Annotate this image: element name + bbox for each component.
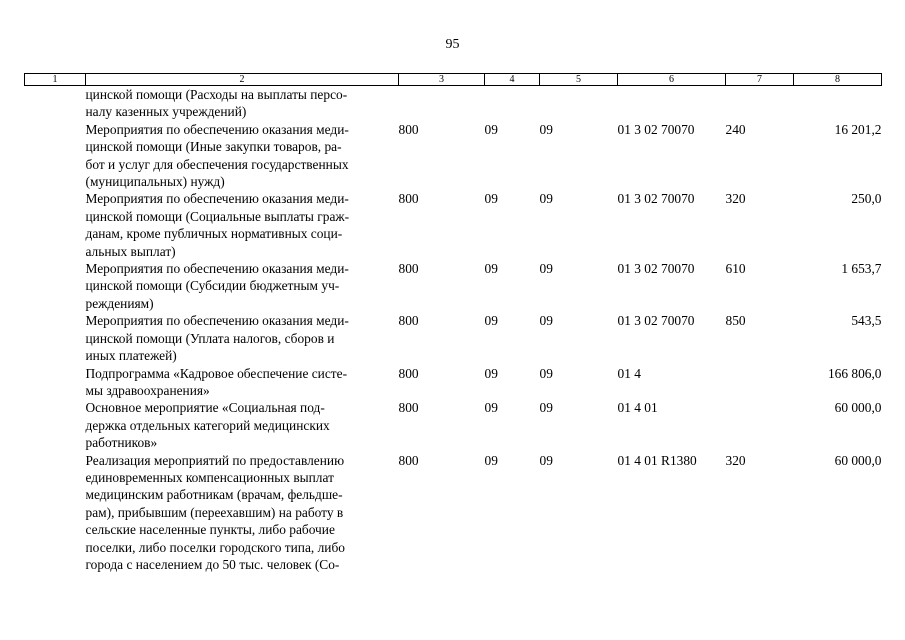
item-name-cell: Мероприятия по обеспечению оказания меди- цинской помощи (Уплата налогов, сборов и иных платежей) (85, 313, 349, 364)
c6-cell: 01 4 01 R1380 (617, 452, 697, 468)
row-number-cell (25, 452, 86, 574)
column-header: 7 (726, 74, 794, 86)
c5-cell: 09 (539, 121, 553, 137)
c3-cell: 800 (398, 313, 419, 329)
budget-table (24, 73, 882, 573)
table-header (25, 74, 882, 86)
c8-cell: 166 806,0 (827, 365, 882, 381)
table-body (25, 86, 882, 574)
column-header: 4 (485, 74, 540, 86)
column-header: 5 (540, 74, 618, 86)
c6-cell: 01 3 02 70070 (617, 121, 695, 137)
row-number-cell (25, 260, 86, 312)
c8-cell: 1 653,7 (841, 261, 882, 277)
c4-cell: 09 (484, 313, 498, 329)
c4-cell: 09 (484, 121, 498, 137)
item-name-cell: Мероприятия по обеспечению оказания меди- цинской помощи (Субсидии бюджетным уч- реждениям) (85, 261, 349, 311)
c4-cell: 09 (484, 365, 498, 381)
row-number-cell (25, 399, 86, 451)
c8-cell: 543,5 (851, 313, 882, 329)
column-header: 1 (25, 74, 86, 86)
c6-cell: 01 3 02 70070 (617, 313, 695, 329)
c4-cell: 09 (484, 191, 498, 207)
c3-cell: 800 (398, 452, 419, 468)
table-row (25, 190, 882, 260)
page-number: 95 (445, 37, 460, 52)
c3-cell (399, 86, 485, 121)
c5-cell: 09 (539, 313, 553, 329)
column-header: 8 (794, 74, 882, 86)
c6-cell (618, 86, 726, 121)
row-number-cell (25, 121, 86, 191)
table-row (25, 365, 882, 400)
table-row (25, 260, 882, 312)
column-header: 6 (618, 74, 726, 86)
c8-cell: 60 000,0 (834, 400, 882, 416)
c8-cell: 60 000,0 (834, 452, 882, 468)
c8-cell: 250,0 (851, 191, 882, 207)
table-row (25, 121, 882, 191)
c7-cell: 850 (725, 313, 746, 329)
c3-cell: 800 (398, 261, 419, 277)
column-header: 3 (399, 74, 485, 86)
c7-cell: 240 (725, 121, 746, 137)
c5-cell: 09 (539, 191, 553, 207)
c8-cell (794, 86, 882, 121)
row-number-cell (25, 190, 86, 260)
c4-cell (485, 86, 540, 121)
c7-cell: 320 (725, 191, 746, 207)
column-header: 2 (86, 74, 399, 86)
c5-cell (540, 86, 618, 121)
item-name-cell: цинской помощи (Расходы на выплаты персо- налу казенных учреждений) (85, 87, 348, 120)
row-number-cell (25, 312, 86, 364)
c6-cell: 01 4 01 (617, 400, 658, 416)
item-name-cell: Мероприятия по обеспечению оказания меди- цинской помощи (Социальные выплаты граж- данам, кроме публичных нормативных соци- альных выплат) (85, 191, 350, 259)
item-name-cell: Реализация мероприятий по предоставлению единовременных компенсационных выплат медицинским работникам (врачам, фельдше- рам), прибывшим (переехавшим) на работу в сельские населенные пункты, либо рабочие поселки, либо поселки городского типа, либо города с населением до 50 тыс. человек (Со- (85, 452, 345, 572)
c4-cell: 09 (484, 452, 498, 468)
table-row (25, 86, 882, 121)
row-number-cell (25, 365, 86, 400)
c4-cell: 09 (484, 261, 498, 277)
c7-cell: 610 (725, 261, 746, 277)
c6-cell: 01 3 02 70070 (617, 191, 695, 207)
c5-cell: 09 (539, 452, 553, 468)
c4-cell: 09 (484, 400, 498, 416)
c7-cell (726, 365, 794, 400)
c3-cell: 800 (398, 400, 419, 416)
c3-cell: 800 (398, 121, 419, 137)
table-row (25, 399, 882, 451)
item-name-cell: Подпрограмма «Кадровое обеспечение систе- мы здравоохранения» (85, 365, 348, 398)
c3-cell: 800 (398, 191, 419, 207)
table-row (25, 452, 882, 574)
c7-cell (726, 86, 794, 121)
c6-cell: 01 4 (617, 365, 641, 381)
c5-cell: 09 (539, 400, 553, 416)
c8-cell: 16 201,2 (834, 121, 882, 137)
table-row (25, 312, 882, 364)
row-number-cell (25, 86, 86, 121)
c7-cell: 320 (725, 452, 746, 468)
c3-cell: 800 (398, 365, 419, 381)
c7-cell (726, 399, 794, 451)
c6-cell: 01 3 02 70070 (617, 261, 695, 277)
item-name-cell: Основное мероприятие «Социальная под- держка отдельных категорий медицинских работников» (85, 400, 330, 451)
c5-cell: 09 (539, 261, 553, 277)
item-name-cell: Мероприятия по обеспечению оказания меди- цинской помощи (Иные закупки товаров, ра- бот и услуг для обеспечения государственных (муниципальных) нужд) (85, 121, 349, 190)
header-row (25, 74, 882, 86)
c5-cell: 09 (539, 365, 553, 381)
